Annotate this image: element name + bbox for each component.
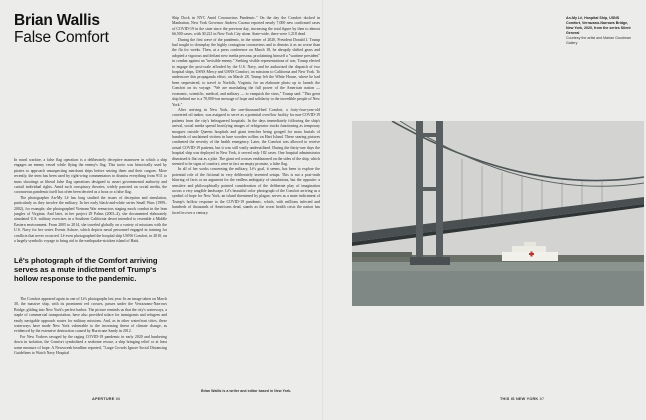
caption-title: An-My Lê, Hospital Ship, USNS Comfort, Verrazano-Narrows Bridge, New York, 2020, from the series Silent General: [566, 16, 631, 35]
body-paragraph: During the first wave of the pandemic, in the winter of 2020, President Donald J. Trump had sought to downplay the highly contagious coronavirus and to dismiss it as no worse than the flu for weeks. Then, at a press conference on March 18, he abruptly shifted gears and adopted a vigorous and defiant new media persona, proclaiming himself a "wartime president" in combat against an "invisible enemy." Seeking visible representations of war, Trump elected to engage the post-scale afforded by the U.S. Navy, and he authorized the dispatch of two hospital ships, USNS Mercy and USNS Comfort, on missions to California and New York. To underscore this propaganda effort, on March 28, Trump left the White House, where he had been sequestered, to travel to Norfolk, Virginia, for an elaborate photo op to launch the Comfort on its voyage. "We are marshaling the full power of the American nation — economic, scientific, medical, and military — to vanquish the virus," Trump said. "This great ship behind me is a 70,000-ton message of hope and solidarity to the incredible people of New York.": [172, 37, 320, 107]
photo-illustration: [352, 121, 644, 306]
photo-sky: [352, 121, 644, 263]
author-name: Brian Wallis: [14, 12, 100, 29]
bridge-tower-base: [410, 257, 450, 265]
body-paragraph: In naval warfare, a false flag operation is a deliberately deceptive maneuver in which a ship engages an enemy vessel while flying the enemy's flag. This tactic was historically used by pirates to approach unsuspecting merchant ships before seizing them and their cargoes. More recently, the term has been used by right-wing commentators to dismiss everything from 9/11 to mass shootings as liberal false flag operations designed to assert governmental authority and curtail individual rights. Amid such conspiracy theories, widely parroted on social media, the coronavirus pandemic itself has often been decried as a hoax or a false flag.: [14, 158, 167, 195]
author-bio: Brian Wallis is a writer and editor based in New York.: [201, 389, 292, 393]
caption-credit: Courtesy the artist and Marian Goodman Gallery: [566, 36, 631, 45]
folio-page-number: 86: [115, 397, 121, 401]
essay-header: [14, 12, 109, 46]
body-paragraph: Ship Dock in NYC Amid Coronavirus Pandemic." On the day the Comfort docked in Manhattan, New York Governor Andrew Cuomo reported nearly 7,000 new confirmed cases of COVID-19 in the state since the previous day, increasing the total figure by then to almost 66,500 cases, with 30,221 in New York City alone. State-wide, there were 1,218 dead.: [172, 16, 320, 37]
page-gutter: [322, 0, 324, 420]
photo-caption: [566, 16, 632, 46]
body-paragraph: For New Yorkers ravaged by the raging COVID-19 pandemic in early 2020 and hunkering down in isolation, the Comfort symbolized a seaborne rescue, a ship bringing relief or at least some measure of hope. A Newsweek headline reported, "Large Crowds Ignore Social Distancing Guidelines to Watch Navy Hospital: [14, 334, 167, 356]
photo-water-band: [352, 271, 644, 306]
bridge-photograph: [352, 121, 644, 306]
essay-title: False Comfort: [14, 29, 109, 46]
body-paragraph: In all of her works concerning the military, Lê's goal, it seems, has been to explore the potential role of the fictional in very deliberately invented setups. This is not a post-truth blurring of facts or an argument for the endless ambiguity of simulations, but the opposite: a sensitive and philosophically pointed consideration of the deliberate play of imagination across a very tangible landscape. Lê's beautiful color photograph of the Comfort arriving as a symbol of hope for New York, an island threatened by plague, serves as a mute indictment of Trump's hollow response to the COVID-19 pandemic, which, with millions infected and hundreds of thousands of Americans dead, stands as the worst health crisis the nation has faced in over a century.: [172, 167, 320, 215]
folio-section: THIS IS NEW YORK: [500, 397, 539, 401]
folio-magazine: APERTURE: [92, 397, 115, 401]
body-column-1: [14, 158, 167, 248]
body-paragraph: The photographer An-My Lê has long studied the issues of deception and simulation, particularly as they involve the military. In her early black-and-white series Small Wars (1999–2002), for example, she photographed Vietnam War reenactors staging mock combat in the lean jungles of Virginia. And later, in her project 29 Palms (2003–4), she documented elaborately simulated U.S. military exercises in a Southern California desert intended to resemble a Middle Eastern environment. From 2005 to 2014, she traveled globally on a variety of missions with the U.S. Navy for her series Events Ashore, which depicts naval personnel engaged in training for conflicts that never occurred. Lê even photographed the hospital ship USNS Comfort, in 2010, on a largely symbolic voyage to bring aid to the earthquake-stricken island of Haiti.: [14, 195, 167, 244]
folio-left: [92, 397, 120, 401]
body-paragraph: After arriving in New York, the one-thousand-bed Comfort, a forty-four-year-old converted oil tanker, was assigned to serve as a potential overflow facility for non-COVID-19 patients from the city's beleaguered hospitals. In the days immediately following the ship's arrival, social media spread horrifying images of refrigerator trucks functioning as temporary morgues outside Queens hospitals and giant trenches being gouged for mass burials of hundreds of unclaimed victims in bare wooden coffins on Hart Island. These searing pictures confirmed the severity of the health emergency. Later, the Comfort was allowed to receive actual COVID-19 patients, but it was still vastly underutilized. During the thirty-one days the hospital ship was deployed in New York, it served only 182 cases. One hospital administrator dismissed it flat out as a joke. The giant red crosses emblazoned on the sides of the ship, which seemed to be signs of comfort, were in fact an empty promise, a false flag.: [172, 107, 320, 166]
folio-right: [500, 397, 544, 401]
body-column-2: [172, 16, 320, 404]
photo-shore-trees: [352, 252, 412, 257]
body-column-1-lower: [14, 297, 167, 403]
body-paragraph: The Comfort appeared again in one of Lê's photographs last year. In an image taken on March 30, the massive ship, with its prominent red crosses, passes under the Verrazzano-Narrows Bridge, gliding into New York's perfect harbor. The picture reminds us that the city's waterways, a staple of commercial transportation, have also provided solace for immigrants and refugees and easily navigable approach routes for military missions. And, as in other waterfront cities, these waterways have made New York vulnerable to the increasing threat of climate change, as evidenced by the extensive destruction caused by Hurricane Sandy in 2012.: [14, 297, 167, 334]
folio-page-number: 87: [539, 397, 545, 401]
pull-quote: Lê's photograph of the Comfort arriving serves as a mute indictment of Trump's hollow response to the pandemic.: [14, 256, 158, 283]
